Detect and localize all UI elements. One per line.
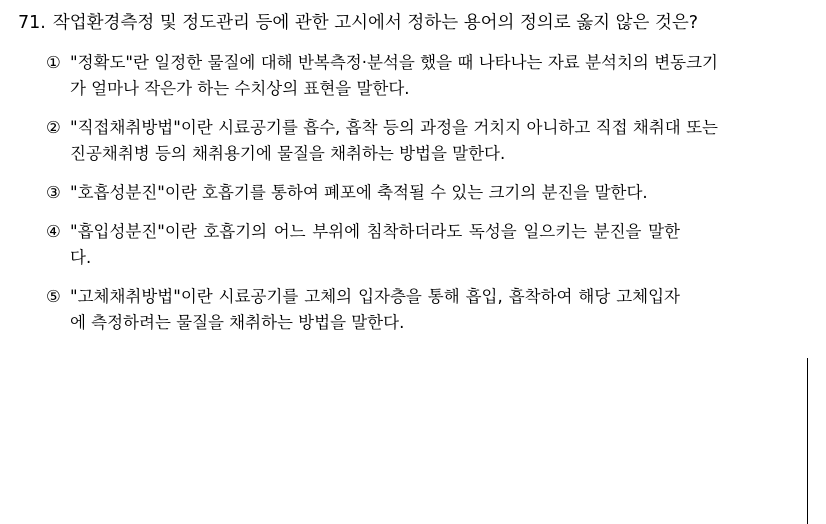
choice-option-5[interactable] xyxy=(46,284,804,336)
question-block xyxy=(18,10,804,37)
choice-marker-3: ③ xyxy=(46,183,61,202)
choice-text-2: "직접채취방법"이란 시료공기를 흡수, 흡착 등의 과정을 거치지 아니하고 직접 채취대 또는 진공채취병 등의 채취용기에 물질을 채취하는 방법을 말한다. xyxy=(70,118,718,163)
choice-marker-5: ⑤ xyxy=(46,287,61,306)
choice-marker-4: ④ xyxy=(46,222,61,241)
choice-text-5: "고체채취방법"이란 시료공기를 고체의 입자층을 통해 흡입, 흡착하여 해당 고체입자에 측정하려는 물질을 채취하는 방법을 말한다. xyxy=(70,287,680,332)
choice-marker-2: ② xyxy=(46,118,61,137)
choice-marker-1: ① xyxy=(46,53,61,72)
choice-option-4[interactable] xyxy=(46,219,804,271)
question-number: 71. xyxy=(18,13,46,33)
choice-text-1: "정확도"란 일정한 물질에 대해 반복측정·분석을 했을 때 나타나는 자료 분석치의 변동크기가 얼마나 작은가 하는 수치상의 표현을 말한다. xyxy=(70,53,718,98)
choice-option-3[interactable] xyxy=(46,180,804,206)
choice-text-3: "호흡성분진"이란 호흡기를 통하여 폐포에 축적될 수 있는 크기의 분진을 말한다. xyxy=(70,183,648,202)
question-text: 작업환경측정 및 정도관리 등에 관한 고시에서 정하는 용어의 정의로 옳지 않은 것은? xyxy=(52,13,699,33)
choice-text-4: "흡입성분진"이란 호흡기의 어느 부위에 침착하더라도 독성을 일으키는 분진을 말한다. xyxy=(70,222,680,267)
choice-option-2[interactable] xyxy=(46,115,804,167)
choice-list xyxy=(18,50,804,336)
page-edge-rule xyxy=(807,358,808,524)
choice-option-1[interactable] xyxy=(46,50,804,102)
